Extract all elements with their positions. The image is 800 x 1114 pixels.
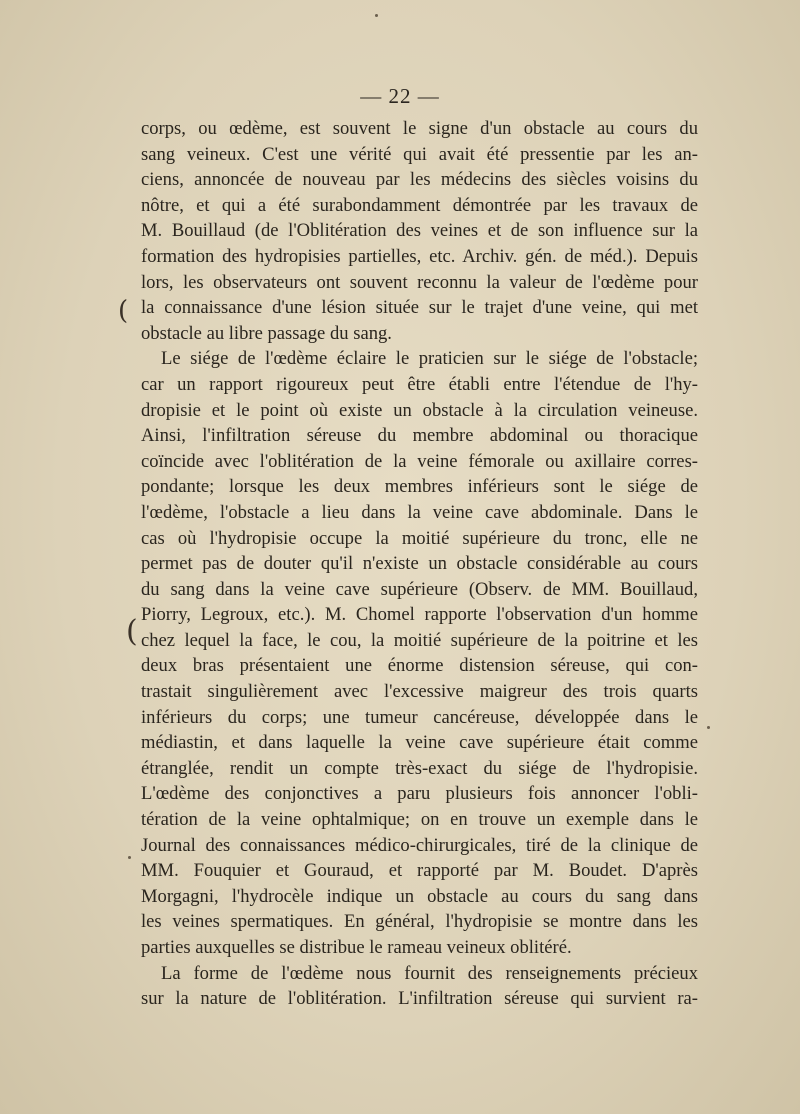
margin-bracket-mark: (: [126, 614, 138, 649]
text-line: nôtre, et qui a été surabondamment démontrée par les travaux de: [141, 194, 698, 216]
paragraph-3: [141, 961, 698, 1012]
text-line: pondante; lorsque les deux membres inférieurs sont le siége de: [141, 476, 698, 498]
body-text: [141, 116, 698, 1012]
text-line: L'œdème des conjonctives a paru plusieurs fois annoncer l'obli-: [141, 783, 698, 805]
text-line: médiastin, et dans laquelle la veine cave supérieure était comme: [141, 732, 698, 754]
text-line: lors, les observateurs ont souvent reconnu la valeur de l'œdème pour: [141, 271, 698, 293]
text-line: trastait singulièrement avec l'excessive maigreur des trois quarts: [141, 681, 698, 703]
text-line: chez lequel la face, le cou, la moitié supérieure de la poitrine et les: [141, 629, 698, 651]
text-line: La forme de l'œdème nous fournit des renseignements précieux: [161, 962, 698, 984]
text-line: tération de la veine ophtalmique; on en trouve un exemple dans le: [141, 809, 698, 831]
text-line: corps, ou œdème, est souvent le signe d'un obstacle au cours du: [141, 118, 698, 139]
margin-bracket-mark: (: [118, 296, 129, 326]
text-line: deux bras présentaient une énorme distension séreuse, qui con-: [141, 655, 698, 677]
text-line: cas où l'hydropisie occupe la moitié supérieure du tronc, elle ne: [141, 527, 698, 549]
text-line: sur la nature de l'oblitération. L'infiltration séreuse qui survient ra-: [141, 988, 698, 1010]
paper-speck: [707, 726, 710, 729]
text-line: la connaissance d'une lésion située sur le trajet d'une veine, qui met: [141, 297, 698, 319]
text-line: dropisie et le point où existe un obstacle à la circulation veineuse.: [141, 399, 698, 421]
text-line: inférieurs du corps; une tumeur cancéreuse, développée dans le: [141, 706, 698, 728]
paper-speck: [375, 14, 378, 17]
paragraph-1: [141, 116, 698, 346]
text-line: ciens, annoncée de nouveau par les médecins des siècles voisins du: [141, 169, 698, 191]
text-line: l'œdème, l'obstacle a lieu dans la veine cave abdominale. Dans le: [141, 501, 698, 523]
text-line: formation des hydropisies partielles, etc. Archiv. gén. de méd.). Depuis: [141, 245, 698, 267]
text-line: MM. Fouquier et Gouraud, et rapporté par M. Boudet. D'après: [141, 860, 698, 882]
text-line: Ainsi, l'infiltration séreuse du membre abdominal ou thoracique: [141, 425, 698, 447]
text-line: Piorry, Legroux, etc.). M. Chomel rapporte l'observation d'un homme: [141, 604, 698, 626]
page-number: — 22 —: [360, 84, 440, 108]
text-line: sang veineux. C'est une vérité qui avait été pressentie par les an-: [141, 143, 698, 165]
text-line: étranglée, rendit un compte très-exact du siége de l'hydropisie.: [141, 757, 698, 779]
text-line: du sang dans la veine cave supérieure (Observ. de MM. Bouillaud,: [141, 578, 698, 600]
paragraph-2: [141, 346, 698, 960]
text-line: les veines spermatiques. En général, l'hydropisie se montre dans les: [141, 911, 698, 933]
text-line: Morgagni, l'hydrocèle indique un obstacle au cours du sang dans: [141, 885, 698, 907]
text-line: Le siége de l'œdème éclaire le praticien sur le siége de l'obstacle;: [161, 348, 698, 370]
paper-speck: [128, 856, 131, 859]
text-line: M. Bouillaud (de l'Oblitération des veines et de son influence sur la: [141, 220, 698, 242]
text-line: coïncide avec l'oblitération de la veine fémorale ou axillaire corres-: [141, 450, 698, 472]
text-line: parties auxquelles se distribue le rameau veineux oblitéré.: [141, 937, 572, 958]
text-line: car un rapport rigoureux peut être établi entre l'étendue de l'hy-: [141, 373, 698, 395]
text-line: Journal des connaissances médico-chirurgicales, tiré de la clinique de: [141, 834, 698, 856]
text-line: obstacle au libre passage du sang.: [141, 322, 392, 344]
text-line: permet pas de douter qu'il n'existe un obstacle considérable au cours: [141, 553, 698, 575]
